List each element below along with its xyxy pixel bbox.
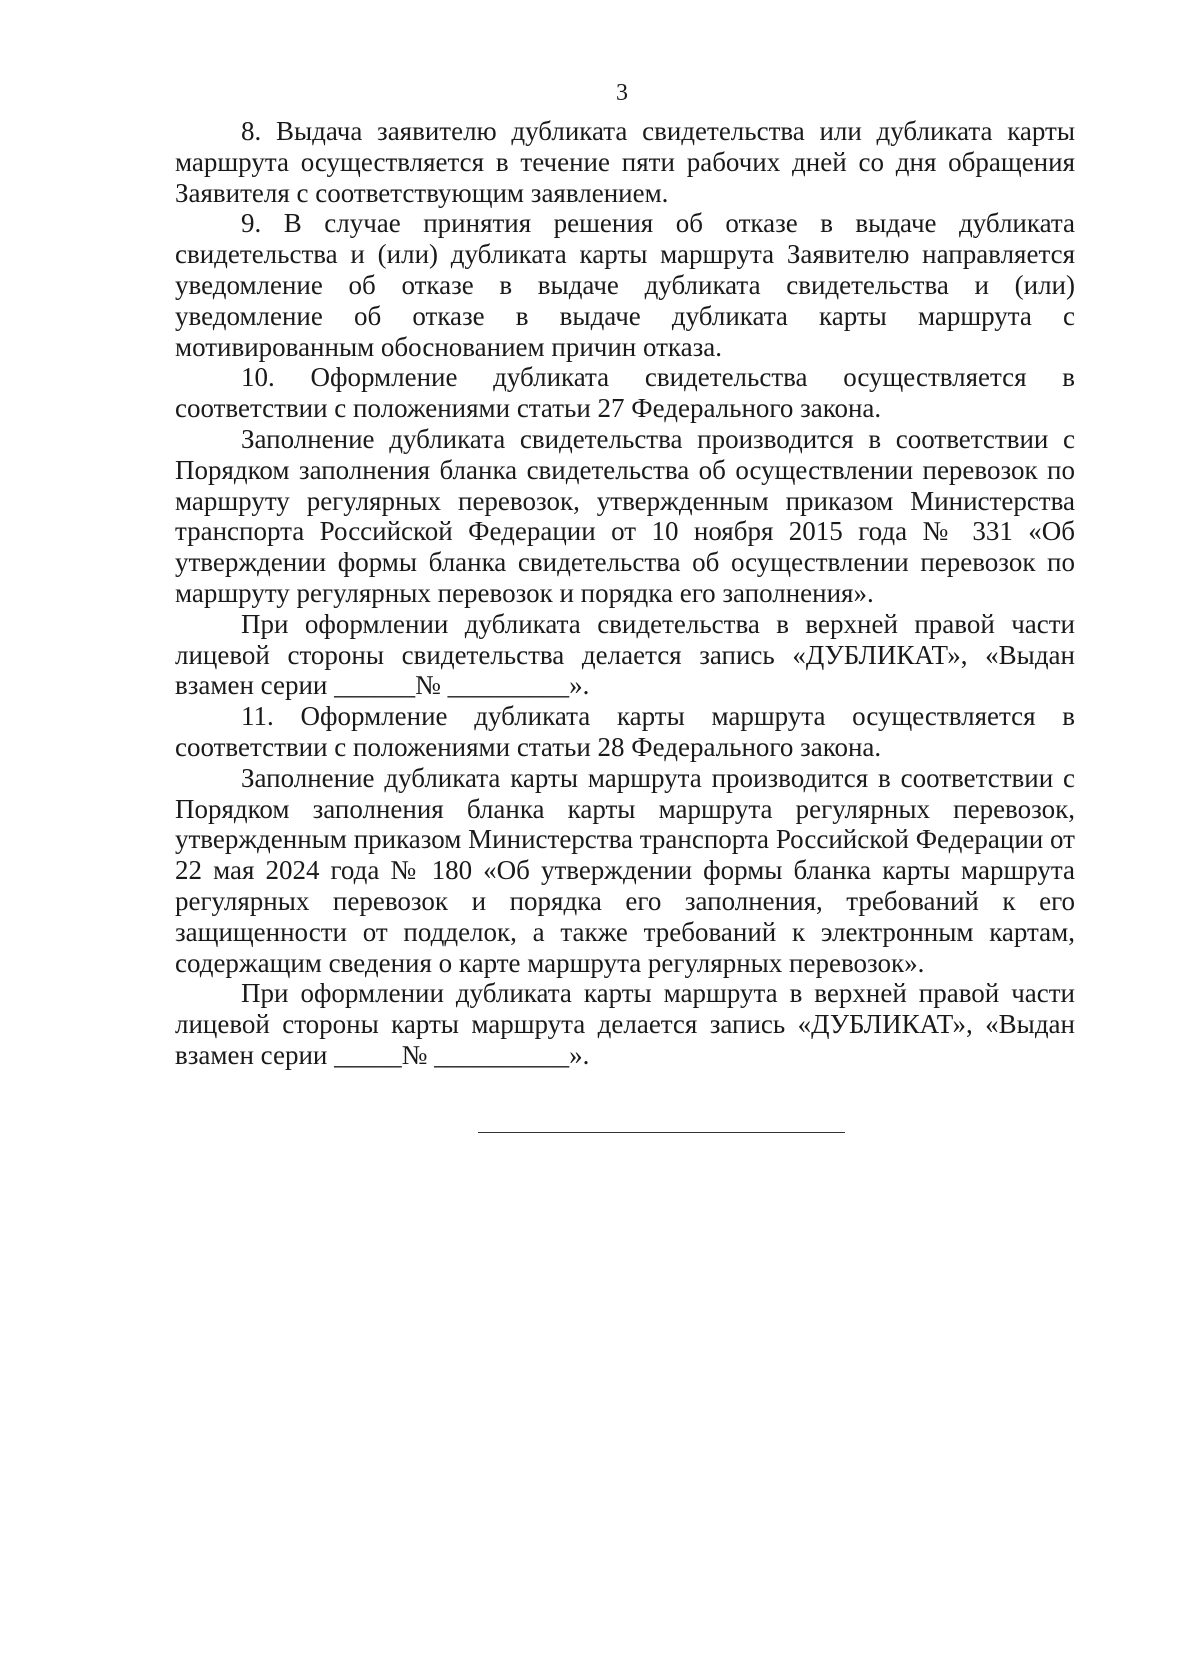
paragraph-item-11: 11. Оформление дубликата карты маршрута осуществляется в соответствии с положениями статьи 28 Федерального закона. (175, 701, 1075, 762)
paragraph-item-9: 9. В случае принятия решения об отказе в выдаче дубликата свидетельства и (или) дубликата карты маршрута Заявителю направляется уведомление об отказе в выдаче дубликата свидетельства и (или) уведомление об отказе в выдаче дубликата карты маршрута с мотивированным обоснованием причин отказа. (175, 208, 1075, 362)
document-body (175, 116, 1075, 1071)
end-of-document-divider (478, 1132, 845, 1133)
paragraph-certificate-duplicate-mark: При оформлении дубликата свидетельства в верхней правой части лицевой стороны свидетельства делается запись «ДУБЛИКАТ», «Выдан взамен серии ______№ _________». (175, 608, 1075, 701)
page-number: 3 (616, 80, 628, 106)
paragraph-route-card-duplicate-mark: При оформлении дубликата карты маршрута в верхней правой части лицевой стороны карты маршрута делается запись «ДУБЛИКАТ», «Выдан взамен серии _____№ __________». (175, 978, 1075, 1070)
paragraph-route-card-filling: Заполнение дубликата карты маршрута производится в соответствии с Порядком заполнения бланка карты маршрута регулярных перевозок, утвержденным приказом Министерства транспорта Российской Федерации от 22 мая 2024 года № 180 «Об утверждении формы бланка карты маршрута регулярных перевозок и порядка его заполнения, требований к его защищенности от подделок, а также требований к электронным картам, содержащим сведения о карте маршрута регулярных перевозок». (175, 762, 1075, 978)
paragraph-certificate-filling: Заполнение дубликата свидетельства производится в соответствии с Порядком заполнения бланка свидетельства об осуществлении перевозок по маршруту регулярных перевозок, утвержденным приказом Министерства транспорта Российской Федерации от 10 ноября 2015 года № 331 «Об утверждении формы бланка свидетельства об осуществлении перевозок по маршруту регулярных перевозок и порядка его заполнения». (175, 423, 1075, 608)
paragraph-item-10: 10. Оформление дубликата свидетельства осуществляется в соответствии с положениями статьи 27 Федерального закона. (175, 362, 1075, 424)
paragraph-item-8: 8. Выдача заявителю дубликата свидетельства или дубликата карты маршрута осуществляется в течение пяти рабочих дней со дня обращения Заявителя с соответствующим заявлением. (175, 116, 1075, 208)
